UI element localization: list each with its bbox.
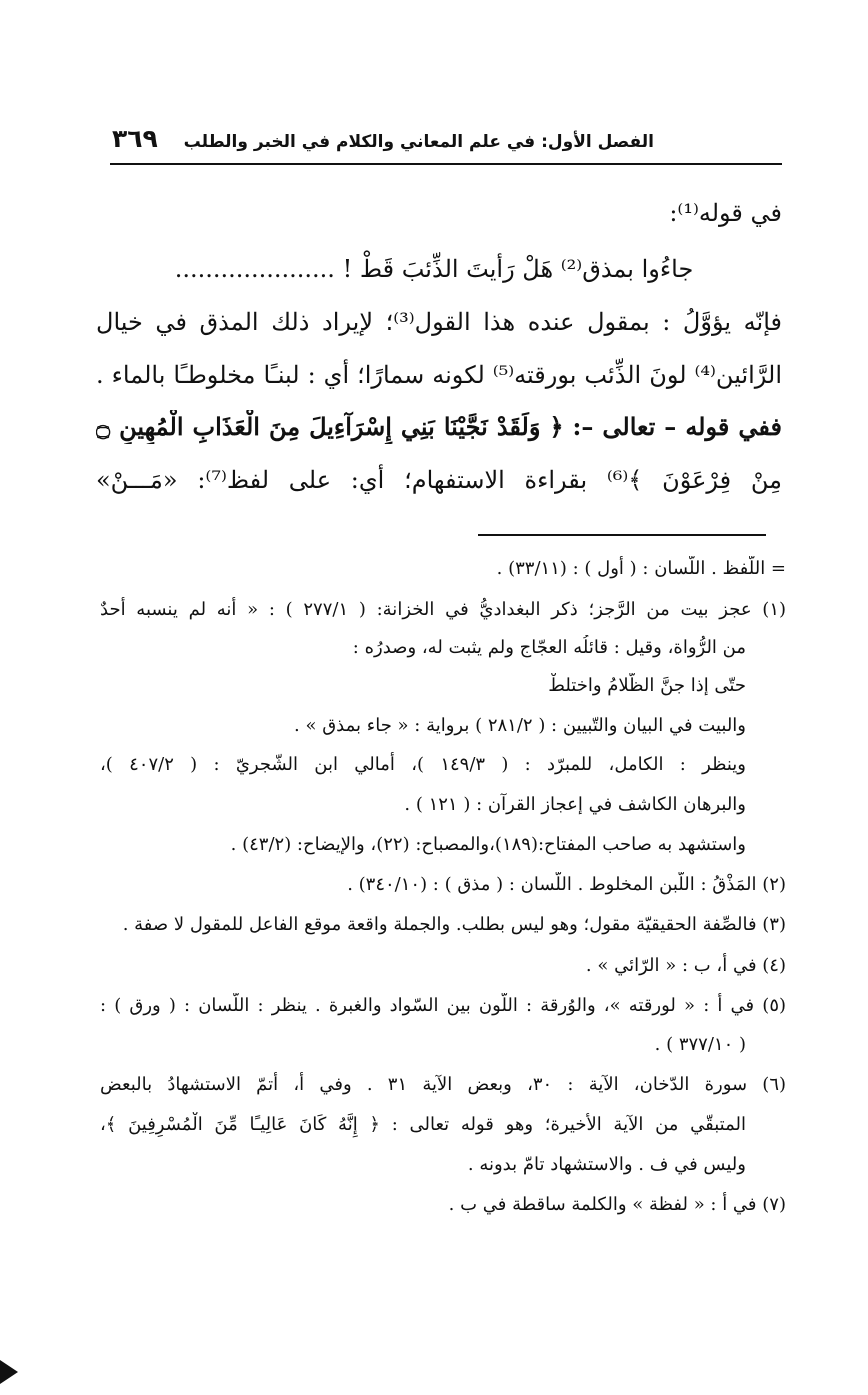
page-number: ٣٦٩ bbox=[112, 124, 158, 153]
footnote-line-13: ( ٣٧٧/١٠ ) . bbox=[654, 1034, 746, 1055]
running-header-title: الفصل الأول: في علم المعاني والكلام في الخبر والطلب bbox=[183, 132, 654, 152]
footnote-line-3: من الرُّواة، وقيل : قائلُه العجّاج ولم يثبت له، وصدرُه : bbox=[352, 637, 746, 658]
verse-text: جاءُوا بمذق⁽²⁾ هَلْ رَأيتَ الذِّئبَ قَطْ ! bbox=[342, 255, 694, 283]
footnote-separator bbox=[478, 534, 766, 536]
footnote-line-15: المتبقّي من الآية الأخيرة؛ وهو قوله تعالى : ﴿ إِنَّهُ كَانَ عَالِيـًا مِّنَ الْمُسْرِفِينَ ﴾، bbox=[100, 1114, 746, 1135]
scan-corner-mark bbox=[0, 1360, 18, 1384]
body-line-3: فإنّه يؤوَّلُ : بمقول عنده هذا القول⁽³⁾؛ لإيراد ذلك المذق في خيال bbox=[96, 308, 782, 336]
footnote-line-1: = اللّفظ . اللّسان : ( أول ) : (٣٣/١١) . bbox=[496, 558, 786, 579]
footnote-line-7: والبرهان الكاشف في إعجاز القرآن : ( ١٢١ ) . bbox=[404, 794, 746, 815]
footnote-line-12: (٥) في أ : « لورقته »، والوُرقة : اللّون بين السّواد والغبرة . ينظر : اللّسان : ( ورق ) : bbox=[100, 995, 786, 1016]
body-line-1: في قوله⁽¹⁾: bbox=[669, 199, 782, 227]
footnote-line-16: وليس في ف . والاستشهاد تامّ بدونه . bbox=[467, 1154, 746, 1175]
footnote-line-10: (٣) فالصِّفة الحقيقيّة مقول؛ وهو ليس بطلب. والجملة واقعة موقع الفاعل للمقول لا صفة . bbox=[122, 914, 786, 935]
footnote-line-9: (٢) المَذْقُ : اللّبن المخلوط . اللّسان : ( مذق ) : (٣٤٠/١٠) . bbox=[347, 874, 786, 895]
verse-line bbox=[150, 252, 718, 286]
header-rule bbox=[110, 163, 782, 165]
footnote-line-6: وينظر : الكامل، للمبرّد : ( ١٤٩/٣ )، أمالي ابن الشّجريّ : ( ٤٠٧/٢ )، bbox=[100, 754, 746, 775]
body-line-5: ففي قوله – تعالى –: ﴿ وَلَقَدْ نَجَّيْنَا بَنِي إِسْرَآءِيلَ مِنَ الْعَذَابِ الْمُهِينِ ۝ bbox=[96, 412, 782, 441]
body-line-6: مِنْ فِرْعَوْنَ ﴾⁽⁶⁾ بقراءة الاستفهام؛ أي: على لفظ⁽⁷⁾: «مَـــنْ» bbox=[96, 466, 782, 494]
footnote-line-14: (٦) سورة الدّخان، الآية : ٣٠، وبعض الآية ٣١ . وفي أ، أُتمّ الاستشهادُ بالبعض bbox=[100, 1074, 786, 1095]
body-line-4: الرَّائين⁽⁴⁾ لونَ الذِّئب بورقته⁽⁵⁾ لكونه سمارًا؛ أي : لبنـًا مخلوطـًا بالماء . bbox=[96, 361, 782, 389]
footnote-line-17: (٧) في أ : « لفظة » والكلمة ساقطة في ب . bbox=[448, 1194, 786, 1215]
footnote-line-2: (١) عجز بيت من الرَّجز؛ ذكر البغداديُّ في الخزانة: ( ٢٧٧/١ ) : « أنه لم ينسبه أحدٌ bbox=[100, 599, 786, 620]
footnote-line-4: حتّى إذا جنَّ الظّلامُ واختلطْ bbox=[548, 675, 746, 696]
footnote-line-8: واستشهد به صاحب المفتاح:(١٨٩)،والمصباح: (٢٢)، والإيضاح: (٤٣/٢) . bbox=[230, 834, 746, 855]
verse-dots: ..................... bbox=[174, 255, 335, 283]
footnote-line-5: والبيت في البيان والتّبيين : ( ٢٨١/٢ ) برواية : « جاء بمذق » . bbox=[294, 715, 746, 736]
footnote-line-11: (٤) في أ، ب : « الرّائي » . bbox=[585, 955, 786, 976]
